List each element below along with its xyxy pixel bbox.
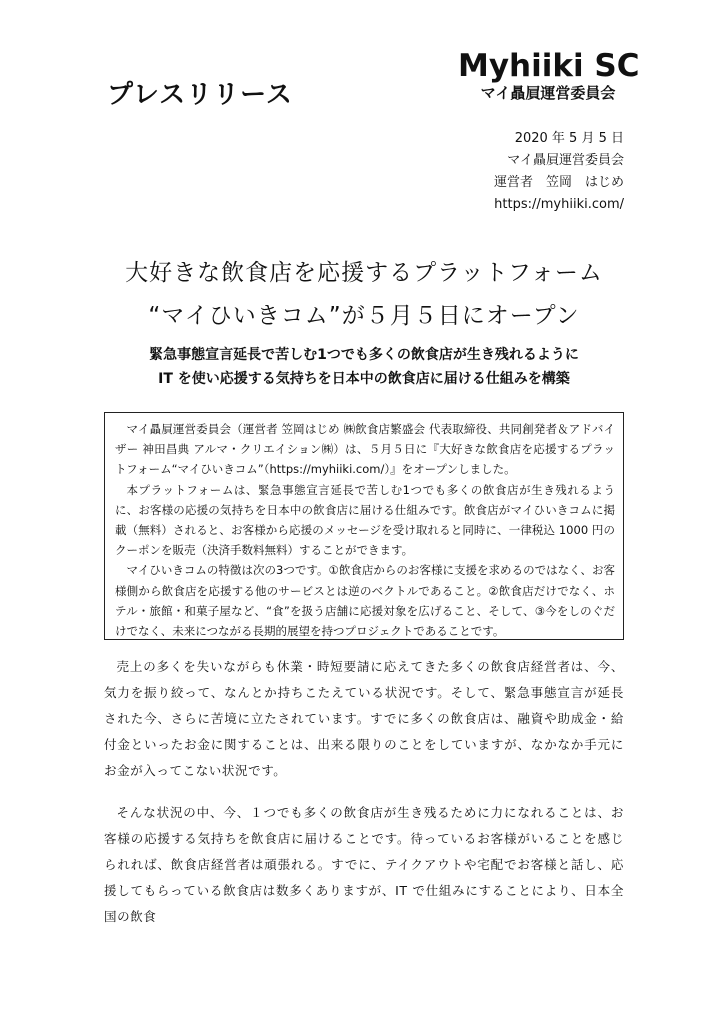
logo-wordmark: Myhiiki SC: [458, 48, 640, 84]
body-paragraph: 売上の多くを失いながらも休業・時短要請に応えてきた多くの飲食店経営者は、今、気力を振り絞って、なんとか持ちこたえている状況です。そして、緊急事態宣言が延長された今、さらに苦境に立たされています。すでに多くの飲食店は、融資や助成金・給付金といったお金に関することは、出来る限りのことをしていますが、なかなか手元にお金が入ってこない状況です。: [104, 659, 624, 778]
release-url: https://myhiiki.com/: [494, 197, 624, 212]
release-operator: 運営者 笠岡 はじめ: [493, 175, 624, 190]
subheadline: [0, 343, 728, 391]
logo-subtitle: マイ贔屓運営委員会: [480, 84, 616, 102]
release-organization: マイ贔屓運営委員会: [507, 153, 624, 168]
summary-paragraph: マイひいきコムの特徴は次の3つです。①飲食店からのお客様に支援を求めるのではなく、お客様側から飲食店を応援する他のサービスとは逆のベクトルであること。②飲食店だけでなく、ホテル・旅館・和菓子屋など、“食”を扱う店舗に応援対象を広げること、そして、③今をしのぐだけでなく、未来につながる長期的展望を持つプロジェクトであることです。: [115, 563, 615, 639]
document-type-title: プレスリリース: [107, 80, 293, 110]
summary-paragraph: マイ贔屓運営委員会（運営者 笠岡はじめ ㈱飲食店繁盛会 代表取締役、共同創発者＆アドバイザー 神田昌典 アルマ・クリエイション㈱）は、５月５日に『大好きな飲食店を応援するプラットフォーム“マイひいきコム”（https://myhiiki.com/）』をオープンしました。: [115, 422, 615, 477]
subheadline-line-2: IT を使い応援する気持ちを日本中の飲食店に届ける仕組みを構築: [158, 371, 570, 387]
body-paragraph: そんな状況の中、今、１つでも多くの飲食店が生き残るために力になれることは、お客様の応援する気持ちを飲食店に届けることです。待っているお客様がいることを感じられれば、飲食店経営者は頑張れる。すでに、テイクアウトや宅配でお客様と話し、応援してもらっている飲食店は数多くありますが、IT で仕組みにすることにより、日本全国の飲食: [104, 805, 624, 924]
headline-line-1: 大好きな飲食店を応援するプラットフォーム: [125, 260, 603, 286]
organization-logo: [458, 48, 638, 102]
release-date: 2020 年 5 月 5 日: [514, 131, 624, 146]
summary-box: [104, 412, 624, 640]
subheadline-line-1: 緊急事態宣言延長で苦しむ1つでも多くの飲食店が生き残れるように: [149, 347, 579, 363]
release-meta: [494, 128, 624, 216]
headline-line-2: “マイひいきコム”が５月５日にオープン: [148, 303, 580, 329]
summary-paragraph: 本プラットフォームは、緊急事態宣言延長で苦しむ1つでも多くの飲食店が生き残れるように、お客様の応援の気持ちを日本中の飲食店に届ける仕組みです。飲食店がマイひいきコムに掲載（無料）されると、お客様から応援のメッセージを受け取れると同時に、一律税込 1000 円のクーポンを販売（決済手数料無料）することができます。: [115, 482, 615, 558]
